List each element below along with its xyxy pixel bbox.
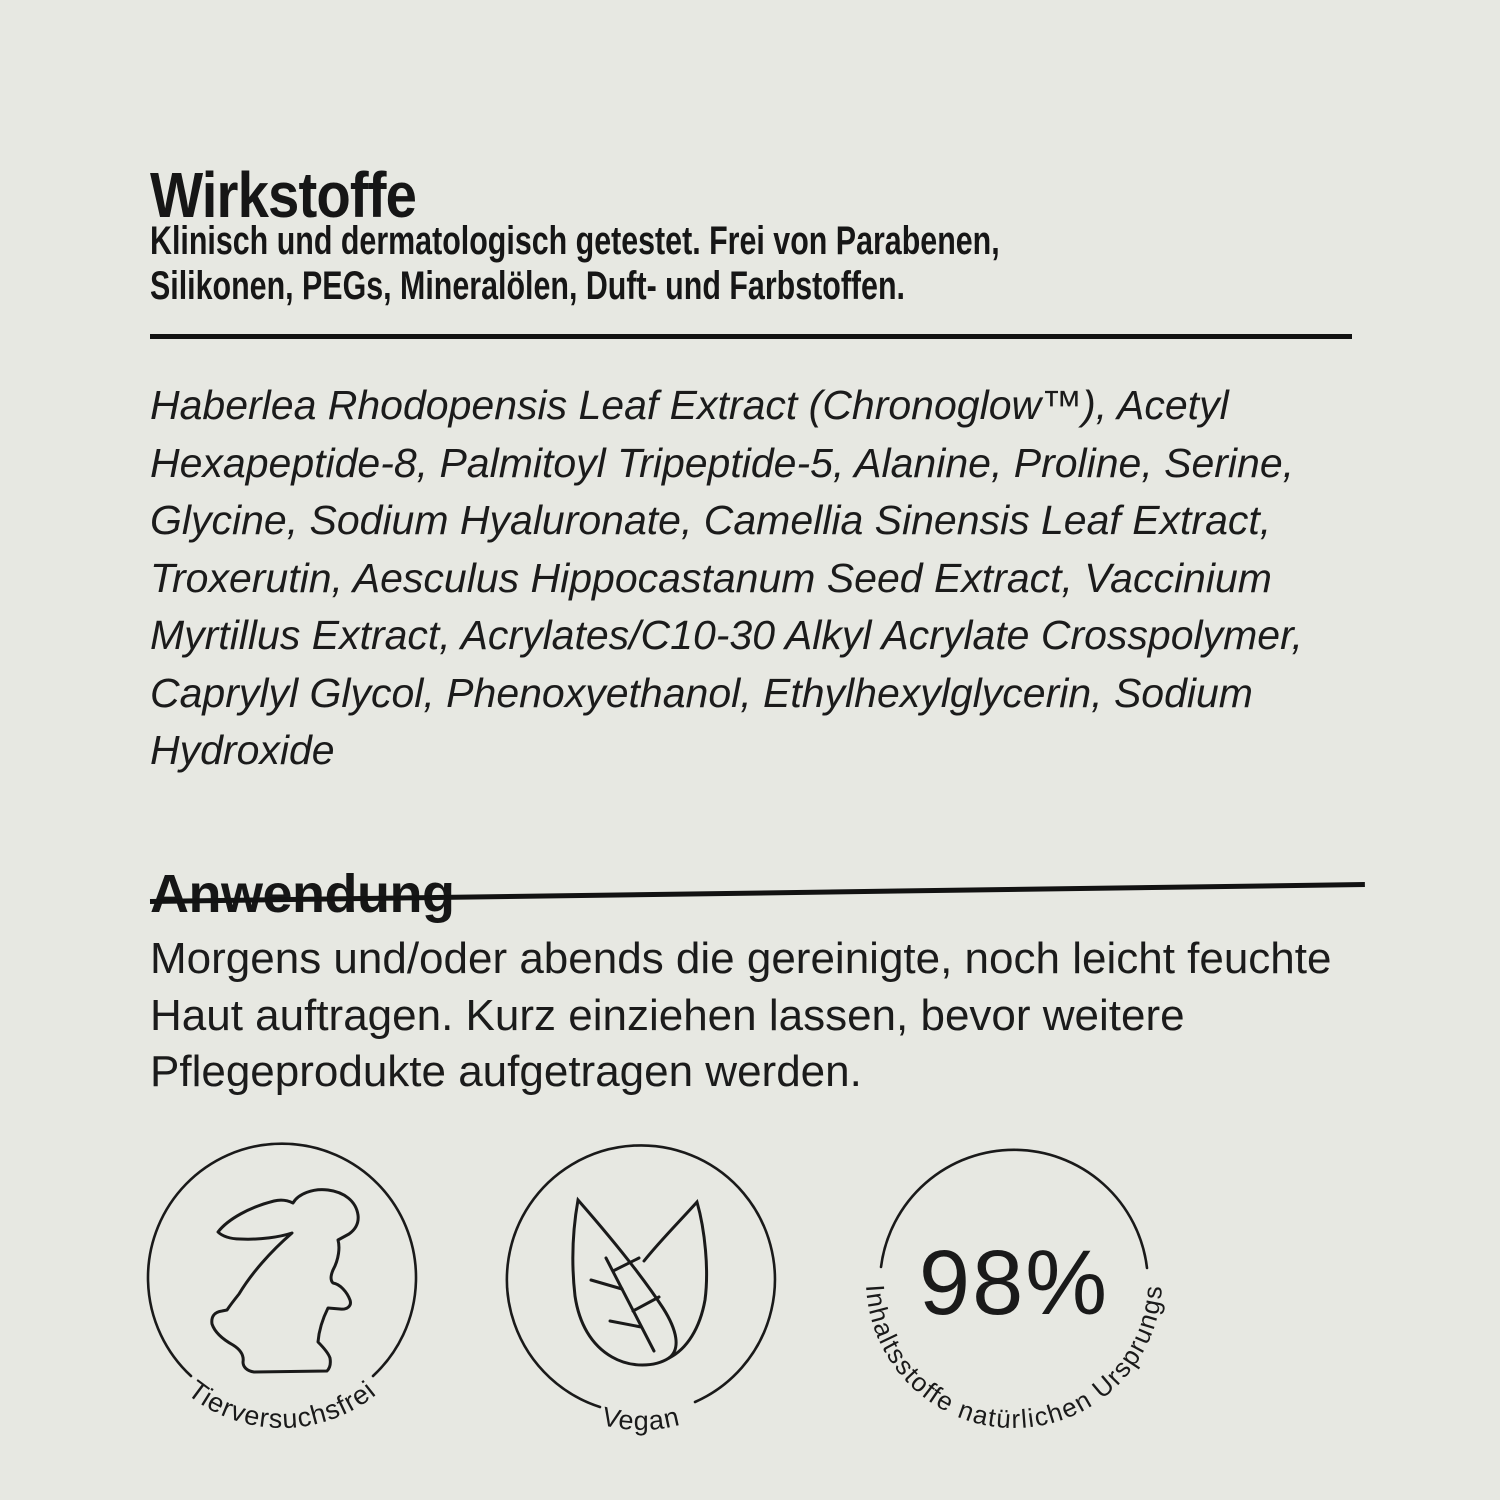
badge-natural-origin — [860, 1130, 1169, 1460]
ingredients-line: Caprylyl Glycol, Phenoxyethanol, Ethylhexylglycerin, Sodium — [150, 669, 1253, 716]
wirkstoffe-title: Wirkstoffe — [150, 158, 417, 231]
wirkstoffe-subtitle — [150, 219, 1000, 309]
anwendung-line: Pflegeprodukte aufgetragen werden. — [150, 1047, 862, 1096]
badge-label-natural-origin: Inhaltsstoffe natürlichen Ursprungs — [860, 1283, 1169, 1435]
ingredients-line: Glycine, Sodium Hyaluronate, Camellia Sinensis Leaf Extract, — [150, 497, 1272, 543]
badge-label-tierversuchsfrei: Tierversuchsfrei — [182, 1374, 382, 1435]
anwendung-title: Anwendung — [150, 863, 455, 924]
ingredients-list — [150, 377, 1303, 780]
subtitle-line: Silikonen, PEGs, Mineralölen, Duft- und Farbstoffen. — [150, 264, 905, 308]
divider-rule — [150, 334, 1352, 339]
ingredients-line: Hexapeptide-8, Palmitoyl Tripeptide-5, Alanine, Proline, Serine, — [150, 439, 1295, 486]
ingredients-line: Hydroxide — [150, 727, 335, 773]
ingredients-line: Troxerutin, Aesculus Hippocastanum Seed Extract, Vaccinium — [150, 554, 1272, 601]
anwendung-line: Morgens und/oder abends die gereinigte, noch leicht feuchte — [150, 934, 1332, 983]
anwendung-line: Haut auftragen. Kurz einziehen lassen, bevor weitere — [150, 990, 1185, 1040]
svg-text:Tierversuchsfrei — [183, 1374, 382, 1434]
badge-tierversuchsfrei — [132, 1128, 432, 1458]
badge-label-vegan: Vegan — [599, 1401, 683, 1437]
badge-circle — [148, 1144, 416, 1376]
rabbit-icon — [212, 1190, 358, 1372]
ingredients-line: Haberlea Rhodopensis Leaf Extract (Chronoglow™), Acetyl — [150, 382, 1229, 428]
anwendung-body — [150, 931, 1331, 1101]
ingredients-line: Myrtillus Extract, Acrylates/C10-30 Alkyl Acrylate Crosspolymer, — [150, 612, 1303, 658]
leaf-icon — [573, 1200, 707, 1365]
98-percent-text: 98% — [918, 1232, 1110, 1334]
badge-vegan — [491, 1130, 791, 1460]
svg-text:Vegan — [599, 1401, 682, 1436]
subtitle-line: Klinisch und dermatologisch getestet. Frei von Parabenen, — [150, 219, 1000, 263]
